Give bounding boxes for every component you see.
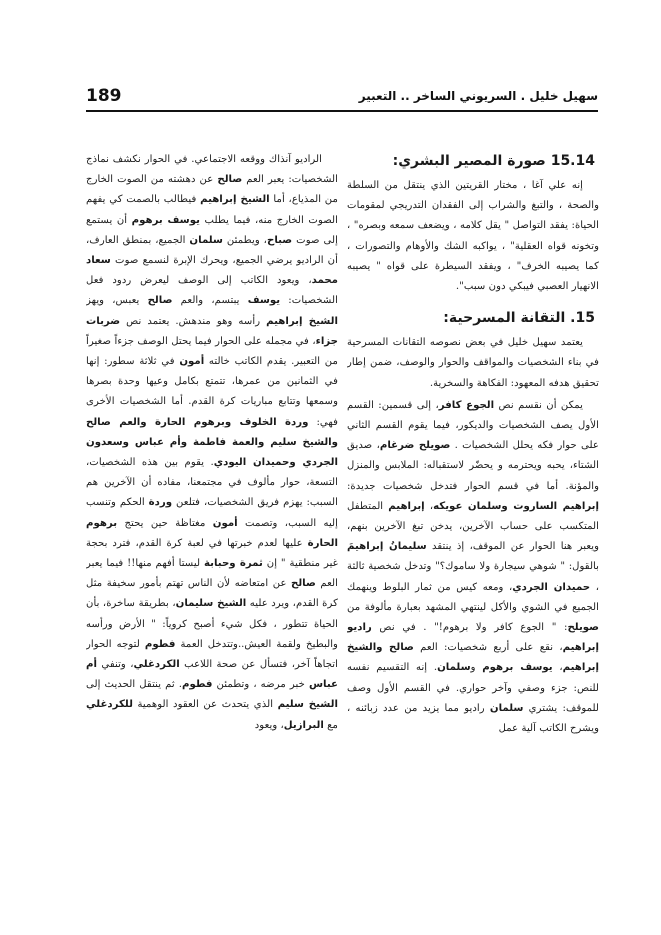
paragraph-hunger: يمكن أن نقسم نص الجوع كافر، إلى قسمين: القسم الأول يصف الشخصيات والديكور، فيما يقوم القسم الثاني على حوار فكه يحلل الشخصيات . صويلح ضرغام، صديق الشتاء، يحبه ويحترمه و يحضّر لاستقباله: الملابس والمنزل والمؤنة. أما في قسم الحوار فتدخل شخصيات جديدة: إبراهيم الساروت وسلمان عويكه، إبراهيم المتطفل المتكسب على حساب الآخرين، يدخن تبغ الآخرين بنهم، ويعبر هنا الحوار عن الموقف، إذ ينتقد سليمانُ إبراهيمَ بالقول: " شوهي سيجارة ولا ساموك؟" وتدخل شخصية ثالثة ، حميدان الجردي، ومعه كيس من ثمار البلوط وينهمك الجميع في الشوي والأكل لينتهي المشهد بعبارة مألوفة من صويلح: " الجوع كافر ولا برهوم!" . في نص راديو إبراهيم، نقع على أربع شخصيات: العم صالح والشيخ إبراهيم، يوسف برهوم وسلمان. إنه التقسيم نفسه للنص: جزء وصفي وآخر حواري. في القسم الأول وصف للموقف: يشتري سلمان راديو مما يزيد من عدد زبائنه ، ويشرح الكاتب آلية عمل xyxy=(347,399,599,735)
right-column xyxy=(347,150,599,870)
header-rule xyxy=(86,110,598,112)
page-number: 189 xyxy=(86,86,122,106)
left-column xyxy=(86,150,338,870)
paragraph-radio: الراديو آنذاك ووقعه الاجتماعي. في الحوار نكشف نماذج الشخصيات: يعبر العم صالح عن دهشته من الصوت الخارج من المذياع، أما الشيخ إبراهيم فيطالب بالصمت كي يفهم الصوت الخارج منه، فيما يطلب يوسف برهوم أن يستمع إلى صوت صباح، ويطمئن سلمان الجميع، بمنطق العارف، أن الراديو يرضي الجميع، ويحرك الإبرة لنسمع صوت سعاد محمد، ويعود الكاتب إلى الوصف ليعرض ردود فعل الشخصيات: يوسف يبتسم، والعم صالح يعبس، ويهز الشيخ إبراهيم رأسه وهو مندهش. يعتمد نص ضربات جزاء، في مجمله على الحوار فيما يحتل الوصف جزءاً صغيراً من التعبير. يقدم الكاتب خالته أمون في ثلاثة سطور: إنها في الثمانين من عمرها، تتمتع بكامل وعيها وحدة بصرها وسمعها وتتابع مباريات كرة القدم. أما الشخصيات الأخرى فهي: وردة الخلوف وبرهوم الحارة والعم صالح والشيخ سليم والعمة فاطمة وأم عباس وسعدون الجردي وحميدان اليودي. يقوم بين هذه الشخصيات، التسعة، حوار مألوف في مجتمعنا، مفاده أن الآخرين هم السبب: يهزم فريق الشخصيات، فتلعن وردة الحكم وتنسب إليه السبب، وتصمت أمون مغتاظة حين يحتج برهوم الحارة عليها لعدم خبرتها في لعبة كرة القدم، فترد بحجة غير منطقية " إن ثمرة وحبابة ليستا أفهم منها!! فيما يعبر العم صالح عن امتعاضه لأن الناس تهتم بأمور سخيفة مثل كرة القدم، ويرد عليه الشيخ سليمان، بطريقة ساخرة، بأن الحياة تتطور ، فكل شيء أصبح كروياً: " الأرض ورأسه والبطيخ ولقمة العيش..وتتدخل العمة فطوم لتوجه الحوار اتجاهاً آخر، فتسأل عن صحة اللاعب الكردغلي، وتنفي أم عباس خبر مرضه ، وتطمئن فطوم. ثم ينتقل الحديث إلى الشيخ سليم الذي يتحدث عن العقود الوهمية للكردغلي مع البرازيل، ويعود xyxy=(86,154,338,731)
running-head: سهيل خليل . السريوني الساخر .. التعبير xyxy=(358,89,598,103)
section-title-fate: 15.14 صورة المصير البشري: xyxy=(392,153,595,169)
page-header xyxy=(86,86,598,120)
paragraph-fate: إنه علي آغا ، مختار القريتين الذي ينتقل من السلطة والصحة ، والتبغ والشراب إلى الفقدان التدريجي لمقومات الحياة: يفقد التواصل " يقل كلامه ، ويضعف سمعه وبصره" ، وتخونه قواه العقلية" ، يواكبه الشك والأوهام والتصورات ، كما يصيبه الخرف" ، ويفقد السيطرة على قواه " يصيبه الانهيار العصبي فيبكي دون سبب". xyxy=(347,180,599,293)
paragraph-theatre-intro: يعتمد سهيل خليل في بعض نصوصه التقانات المسرحية في بناء الشخصيات والمواقف والحوار والوصف، ضمن إطار تحقيق هدفه المعهود: الفكاهة والسخرية. xyxy=(347,337,599,389)
section-title-theatre: 15. التقانة المسرحية: xyxy=(443,310,595,327)
